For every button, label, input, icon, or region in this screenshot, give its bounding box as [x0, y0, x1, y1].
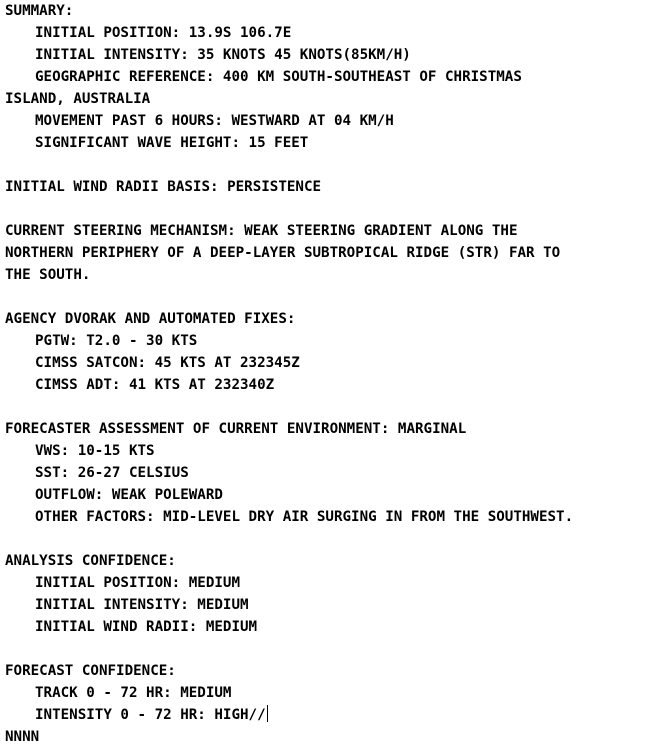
fix-cimss-satcon: CIMSS SATCON: 45 KTS AT 232345Z [35, 355, 300, 371]
end-marker: NNNN [5, 729, 40, 745]
wind-radii-basis: INITIAL WIND RADII BASIS: PERSISTENCE [5, 179, 322, 195]
analysis-confidence-intensity: INITIAL INTENSITY: MEDIUM [35, 597, 249, 613]
summary-heading: SUMMARY: [5, 3, 74, 19]
forecast-confidence-track: TRACK 0 - 72 HR: MEDIUM [35, 685, 232, 701]
spacer [5, 396, 669, 418]
fix-cimss-adt: CIMSS ADT: 41 KTS AT 232340Z [35, 377, 275, 393]
fix-pgtw: PGTW: T2.0 - 30 KTS [35, 333, 198, 349]
text-cursor [267, 705, 268, 722]
steering-line-3: THE SOUTH. [5, 267, 91, 283]
forecast-confidence-intensity: INTENSITY 0 - 72 HR: HIGH// [35, 707, 266, 723]
geographic-reference-line-2: ISLAND, AUSTRALIA [5, 91, 151, 107]
spacer [5, 286, 669, 308]
environment-sst: SST: 26-27 CELSIUS [35, 465, 189, 481]
initial-intensity: INITIAL INTENSITY: 35 KNOTS 45 KNOTS(85KM/H) [35, 47, 411, 63]
significant-wave-height: SIGNIFICANT WAVE HEIGHT: 15 FEET [35, 135, 309, 151]
spacer [5, 198, 669, 220]
analysis-confidence-position: INITIAL POSITION: MEDIUM [35, 575, 240, 591]
movement-past-6-hours: MOVEMENT PAST 6 HOURS: WESTWARD AT 04 KM/H [35, 113, 394, 129]
steering-line-1: CURRENT STEERING MECHANISM: WEAK STEERING GRADIENT ALONG THE [5, 223, 518, 239]
spacer [5, 528, 669, 550]
bulletin-text[interactable] [5, 0, 669, 748]
forecast-confidence-intensity-line [5, 704, 669, 726]
fixes-heading: AGENCY DVORAK AND AUTOMATED FIXES: [5, 311, 296, 327]
spacer [5, 638, 669, 660]
spacer [5, 154, 669, 176]
steering-line-2: NORTHERN PERIPHERY OF A DEEP-LAYER SUBTROPICAL RIDGE (STR) FAR TO [5, 245, 561, 261]
analysis-confidence-heading: ANALYSIS CONFIDENCE: [5, 553, 176, 569]
environment-vws: VWS: 10-15 KTS [35, 443, 155, 459]
environment-other-factors: OTHER FACTORS: MID-LEVEL DRY AIR SURGING IN FROM THE SOUTHWEST. [35, 509, 574, 525]
initial-position: INITIAL POSITION: 13.9S 106.7E [35, 25, 292, 41]
environment-heading: FORECASTER ASSESSMENT OF CURRENT ENVIRONMENT: MARGINAL [5, 421, 467, 437]
geographic-reference-line-1: GEOGRAPHIC REFERENCE: 400 KM SOUTH-SOUTHEAST OF CHRISTMAS [35, 69, 522, 85]
analysis-confidence-wind-radii: INITIAL WIND RADII: MEDIUM [35, 619, 258, 635]
environment-outflow: OUTFLOW: WEAK POLEWARD [35, 487, 223, 503]
forecast-confidence-heading: FORECAST CONFIDENCE: [5, 663, 176, 679]
